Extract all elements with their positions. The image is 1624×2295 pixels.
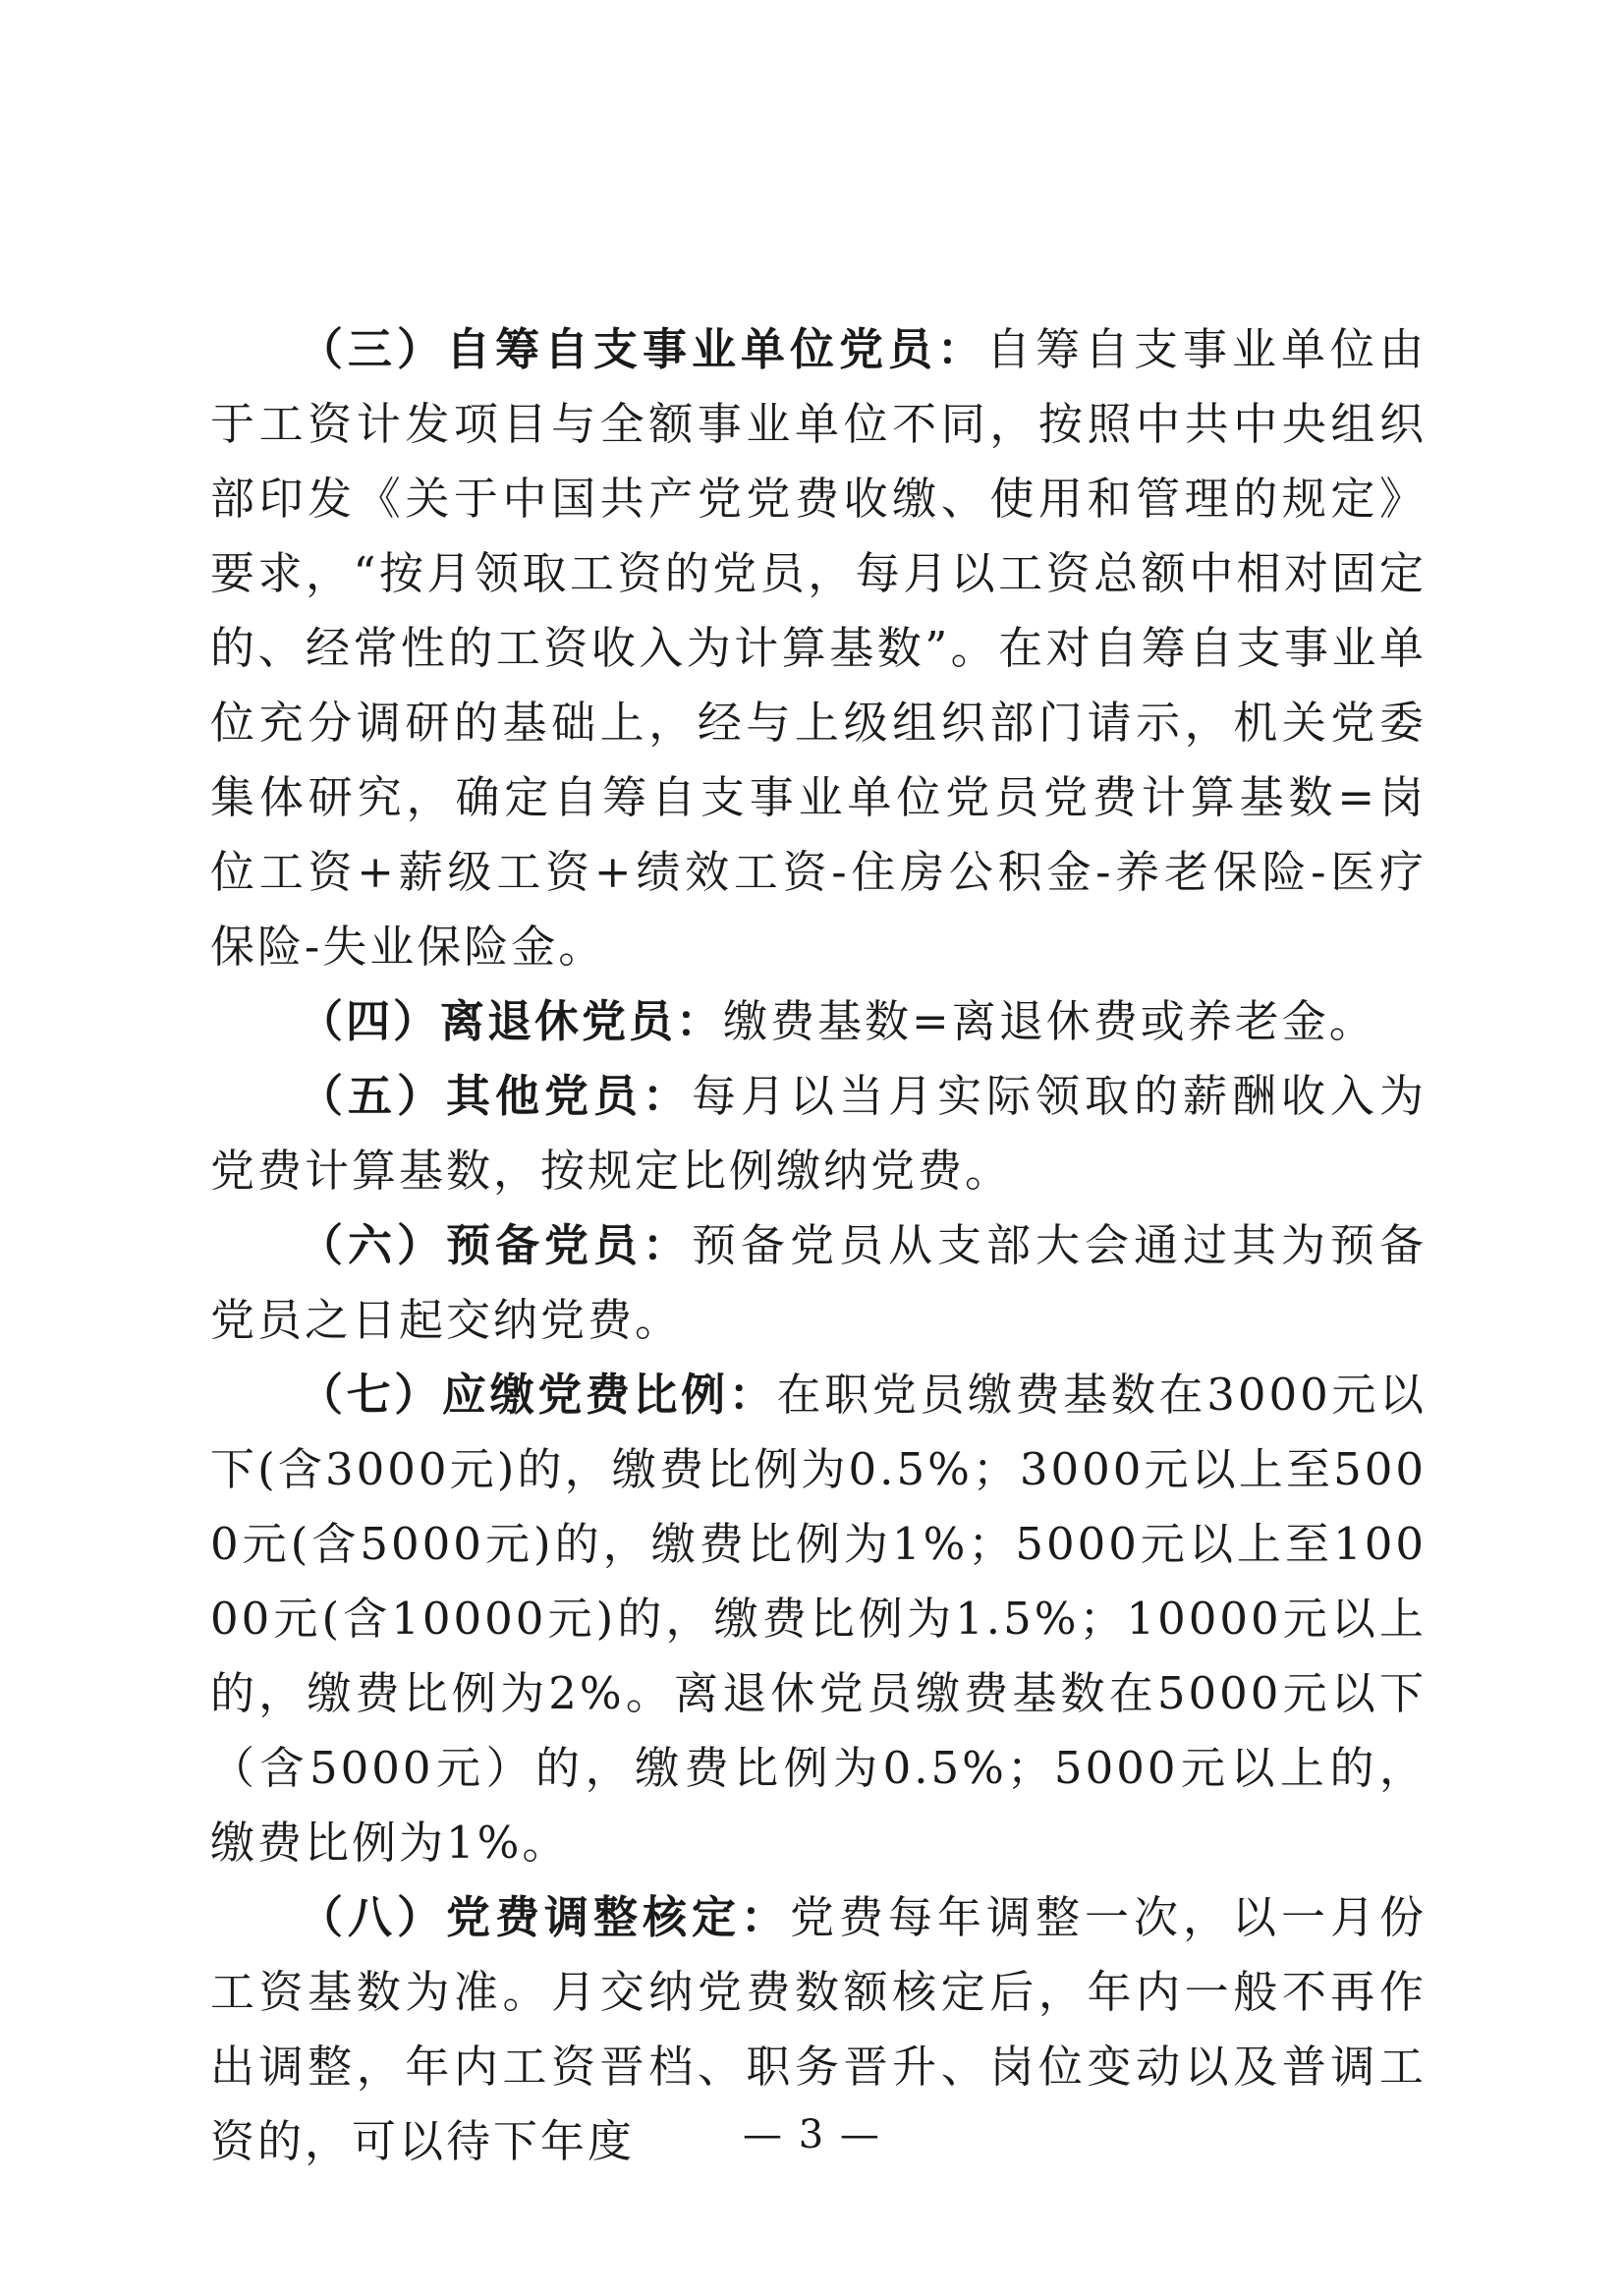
paragraph-7 — [210, 1358, 1427, 1880]
paragraph-3 — [210, 312, 1427, 984]
paragraph-4 — [210, 984, 1427, 1059]
paragraph-6 — [210, 1208, 1427, 1358]
paragraph-heading: （七）应缴党费比例： — [299, 1369, 777, 1421]
paragraph-text: 预备党员从支部大会通过其为预备党员之日起交纳党费。 — [210, 1219, 1427, 1346]
paragraph-text: 党费每年调整一次，以一月份工资基数为准。月交纳党费数额核定后，年内一般不再作出调整，年内工资晋档、职务晋升、岗位变动以及普调工资的，可以待下年度 — [210, 1891, 1427, 2167]
paragraph-text: 自筹自支事业单位由于工资计发项目与全额事业单位不同，按照中共中央组织部印发《关于中国共产党党费收缴、使用和管理的规定》要求，“按月领取工资的党员，每月以工资总额中相对固定的、经常性的工资收入为计算基数”。在对自筹自支事业单位充分调研的基础上，经与上级组织部门请示，机关党委集体研究，确定自筹自支事业单位党员党费计算基数=岗位工资+薪级工资+绩效工资-住房公积金-养老保险-医疗保险-失业保险金。 — [210, 323, 1427, 973]
page-number: — 3 — — [743, 2112, 881, 2157]
paragraph-text: 在职党员缴费基数在3000元以下(含3000元)的，缴费比例为0.5%；3000元以上至5000元(含5000元)的，缴费比例为1%；5000元以上至10000元(含10000元)的，缴费比例为1.5%；10000元以上的，缴费比例为2%。离退休党员缴费基数在5000元以下（含5000元）的，缴费比例为0.5%；5000元以上的，缴费比例为1%。 — [210, 1369, 1427, 1869]
paragraph-5 — [210, 1059, 1427, 1208]
paragraph-heading: （四）离退休党员： — [299, 995, 724, 1047]
paragraph-heading: （三）自筹自支事业单位党员： — [299, 323, 986, 375]
paragraph-heading: （八）党费调整核定： — [299, 1891, 790, 1943]
paragraph-heading: （五）其他党员： — [299, 1070, 692, 1122]
paragraph-text: 每月以当月实际领取的薪酬收入为党费计算基数，按规定比例缴纳党费。 — [210, 1070, 1427, 1197]
document-body — [210, 312, 1427, 2179]
paragraph-heading: （六）预备党员： — [299, 1219, 692, 1271]
paragraph-text: 缴费基数=离退休费或养老金。 — [723, 995, 1376, 1047]
